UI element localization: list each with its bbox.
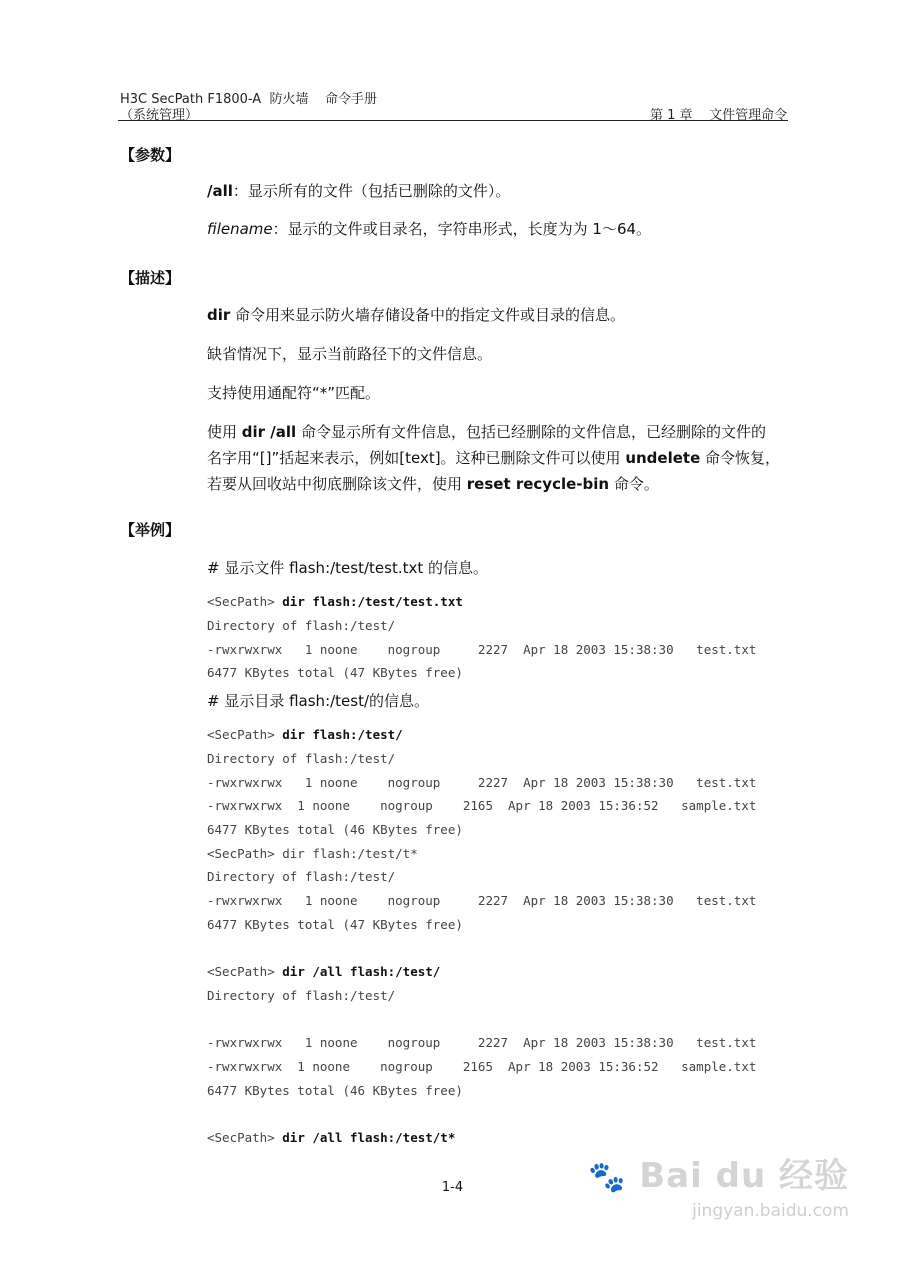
code-command: dir /all flash:/test/t*: [282, 1130, 456, 1145]
code-line: Directory of flash:/test/: [207, 869, 396, 884]
code-line: 6477 KBytes total (46 KBytes free): [207, 822, 463, 837]
desc-dir-all-cmd: dir /all: [241, 423, 297, 441]
code-line: [207, 727, 403, 742]
desc-line-5-b: 命令恢复，: [700, 449, 781, 467]
desc-undelete-cmd: undelete: [625, 449, 701, 467]
code-command: dir /all flash:/test/: [282, 964, 441, 979]
example-1-title: # 显示文件 flash:/test/test.txt 的信息。: [207, 559, 489, 577]
desc-line-4: [207, 419, 766, 445]
code-line: [207, 964, 440, 979]
code-line: -rwxrwxrwx 1 noone nogroup 2227 Apr 18 2003 15:38:30 test.txt: [207, 1035, 757, 1050]
code-line: -rwxrwxrwx 1 noone nogroup 2165 Apr 18 2003 15:36:52 sample.txt: [207, 798, 757, 813]
code-line: Directory of flash:/test/: [207, 988, 396, 1003]
desc-line-4-b: 命令显示所有文件信息，包括已经删除的文件信息，已经删除的文件的: [296, 423, 766, 441]
code-line: 6477 KBytes total (46 KBytes free): [207, 1083, 463, 1098]
paw-icon: 🐾: [588, 1160, 627, 1195]
param-filename: [207, 216, 651, 242]
code-prompt: <SecPath>: [207, 1130, 283, 1145]
doc-product-title: H3C SecPath F1800-A 防火墙 命令手册: [120, 92, 377, 107]
desc-dir-cmd: dir: [207, 306, 231, 324]
desc-line-6-a: 若要从回收站中彻底删除该文件，使用: [207, 475, 467, 493]
header-rule: [118, 120, 788, 121]
param-filename-text: ：显示的文件或目录名，字符串形式，长度为为 1～64。: [272, 220, 652, 238]
desc-line-5-a: 名字用“[]”括起来表示，例如[text]。这种已删除文件可以使用: [207, 449, 626, 467]
code-line: [207, 594, 463, 609]
code-command: dir flash:/test/test.txt: [282, 594, 463, 609]
desc-reset-recycle-cmd: reset recycle-bin: [466, 475, 610, 493]
code-line: [207, 1130, 455, 1145]
page-number: 1-4: [441, 1180, 464, 1195]
code-line: Directory of flash:/test/: [207, 751, 396, 766]
code-line: -rwxrwxrwx 1 noone nogroup 2227 Apr 18 2003 15:38:30 test.txt: [207, 775, 757, 790]
desc-line-4-a: 使用: [207, 423, 242, 441]
baidu-watermark: [588, 1148, 849, 1221]
watermark-logo: [588, 1148, 849, 1197]
watermark-logo-text: Bai du 经验: [639, 1156, 849, 1196]
desc-line-3: 支持使用通配符“*”匹配。: [207, 384, 381, 402]
desc-line-2: 缺省情况下，显示当前路径下的文件信息。: [207, 345, 493, 363]
code-line: 6477 KBytes total (47 KBytes free): [207, 665, 463, 680]
desc-line-5: [207, 445, 780, 471]
example-2-title: # 显示目录 flash:/test/的信息。: [207, 692, 430, 710]
code-line: -rwxrwxrwx 1 noone nogroup 2227 Apr 18 2003 15:38:30 test.txt: [207, 893, 757, 908]
param-all-text: ：显示所有的文件（包括已删除的文件）。: [232, 182, 511, 200]
code-command: dir flash:/test/: [282, 727, 403, 742]
desc-line-6-b: 命令。: [609, 475, 659, 493]
desc-line-1-text: 命令用来显示防火墙存储设备中的指定文件或目录的信息。: [230, 306, 626, 324]
code-line: 6477 KBytes total (47 KBytes free): [207, 917, 463, 932]
param-filename-key: filename: [207, 220, 273, 238]
watermark-url: jingyan.baidu.com: [692, 1201, 849, 1221]
code-prompt: <SecPath>: [207, 964, 283, 979]
desc-line-1: [207, 302, 625, 328]
code-prompt: <SecPath>: [207, 594, 283, 609]
section-example-title: 【举例】: [120, 521, 181, 539]
code-prompt: <SecPath>: [207, 727, 283, 742]
code-line: -rwxrwxrwx 1 noone nogroup 2227 Apr 18 2003 15:38:30 test.txt: [207, 642, 757, 657]
code-line: <SecPath> dir flash:/test/t*: [207, 846, 418, 861]
param-all-key: /all: [207, 182, 233, 200]
code-line: Directory of flash:/test/: [207, 618, 396, 633]
doc-volume-title: （系统管理）: [120, 108, 199, 123]
section-params-title: 【参数】: [120, 146, 181, 164]
code-line: -rwxrwxrwx 1 noone nogroup 2165 Apr 18 2003 15:36:52 sample.txt: [207, 1059, 757, 1074]
section-desc-title: 【描述】: [120, 269, 181, 287]
param-all: [207, 178, 510, 204]
doc-chapter-title: 第 1 章 文件管理命令: [650, 108, 788, 123]
desc-line-6: [207, 471, 659, 497]
